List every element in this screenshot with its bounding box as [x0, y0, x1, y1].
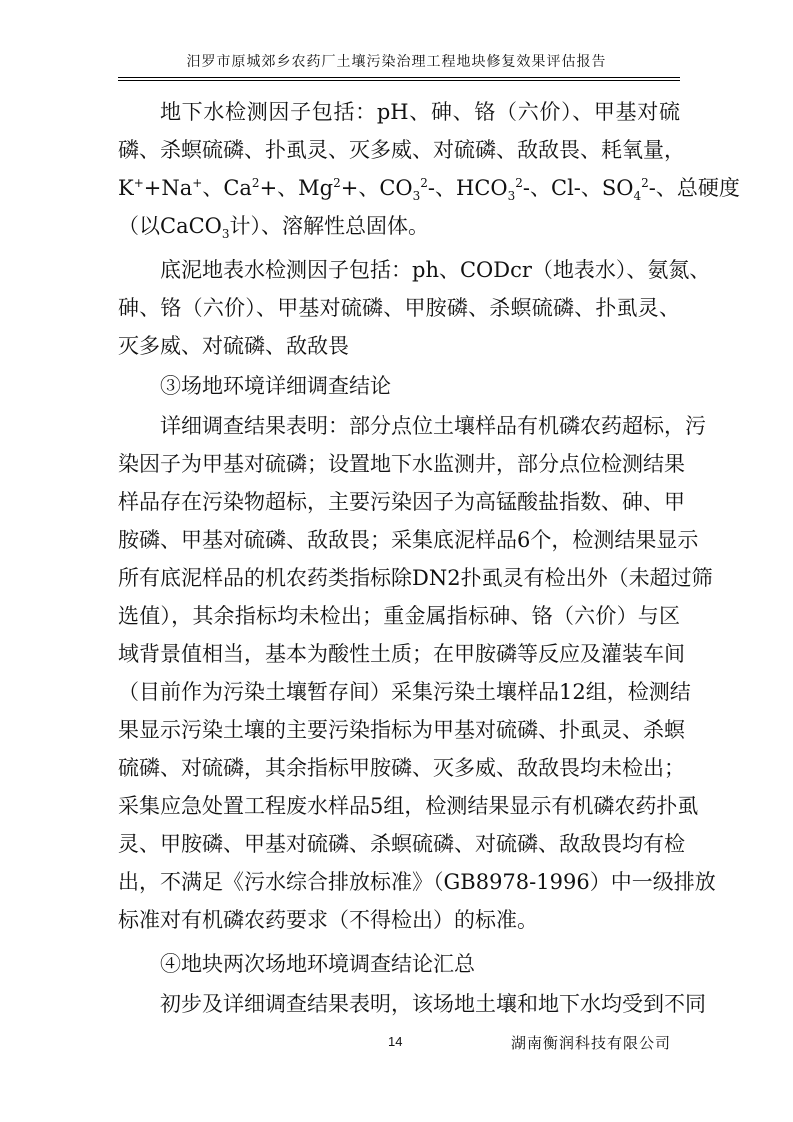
ion-list-line: K++Na+、$Ca^2+$、$Mg^2+$、$CO_3^2-$、$HCO_3^2-$、Cl-、$SO_4^2-$、总硬度	[118, 176, 740, 204]
paragraph-line: 底泥地表水检测因子包括：ph、CODcr（地表水）、氨氮、	[160, 258, 711, 282]
paragraph-line: （目前作为污染土壤暂存间）采集污染土壤样品12组，检测结	[118, 680, 691, 704]
paragraph-line: 砷、铬（六价）、甲基对硫磷、甲胺磷、杀螟硫磷、扑虱灵、	[118, 296, 680, 320]
header-rule-thin	[118, 80, 680, 81]
paragraph-line: 所有底泥样品的机农药类指标除DN2扑虱灵有检出外（未超过筛	[118, 566, 713, 590]
paragraph-line: 灵、甲胺磷、甲基对硫磷、杀螟硫磷、对硫磷、敌敌畏均有检	[118, 832, 685, 856]
page-number: 14	[388, 1034, 403, 1049]
paragraph-line: 硫磷、对硫磷，其余指标甲胺磷、灭多威、敌敌畏均未检出；	[118, 756, 685, 780]
footer-company: 湖南衡润科技有限公司	[510, 1034, 671, 1052]
paragraph-line: 胺磷、甲基对硫磷、敌敌畏；采集底泥样品6个，检测结果显示	[118, 528, 699, 552]
paragraph-line: 地下水检测因子包括：pH、砷、铬（六价）、甲基对硫	[160, 100, 680, 124]
running-header: 汨罗市原城郊乡农药厂土壤污染治理工程地块修复效果评估报告	[186, 54, 607, 70]
paragraph-line: 果显示污染土壤的主要污染指标为甲基对硫磷、扑虱灵、杀螟	[118, 718, 685, 742]
section-heading: ③场地环境详细调查结论	[160, 374, 391, 398]
header-rule	[118, 77, 680, 78]
paragraph-line: 标准对有机磷农药要求（不得检出）的标准。	[118, 908, 538, 932]
paragraph-line: 域背景值相当，基本为酸性土质；在甲胺磷等反应及灌装车间	[118, 642, 685, 666]
paragraph-line: 染因子为甲基对硫磷；设置地下水监测井，部分点位检测结果	[118, 452, 685, 476]
paragraph-line: 磷、杀螟硫磷、扑虱灵、灭多威、对硫磷、敌敌畏、耗氧量，	[118, 138, 685, 162]
paragraph-line: 出，不满足《污水综合排放标准》（GB8978-1996）中一级排放	[118, 870, 716, 894]
paragraph-line: 采集应急处置工程废水样品5组，检测结果显示有机磷农药扑虱	[118, 794, 699, 818]
paragraph-line: 选值），其余指标均未检出；重金属指标砷、铬（六价）与区	[118, 604, 680, 628]
paragraph-line: 样品存在污染物超标，主要污染因子为高锰酸盐指数、砷、甲	[118, 490, 685, 514]
paragraph-line: （以CaCO$_3$计）、溶解性总固体。	[118, 214, 430, 242]
paragraph-line: 初步及详细调查结果表明，该场地土壤和地下水均受到不同	[160, 992, 706, 1016]
paragraph-line: 详细调查结果表明：部分点位土壤样品有机磷农药超标，污	[160, 414, 706, 438]
section-heading: ④地块两次场地环境调查结论汇总	[160, 952, 475, 976]
paragraph-line: 灭多威、对硫磷、敌敌畏	[118, 334, 349, 358]
